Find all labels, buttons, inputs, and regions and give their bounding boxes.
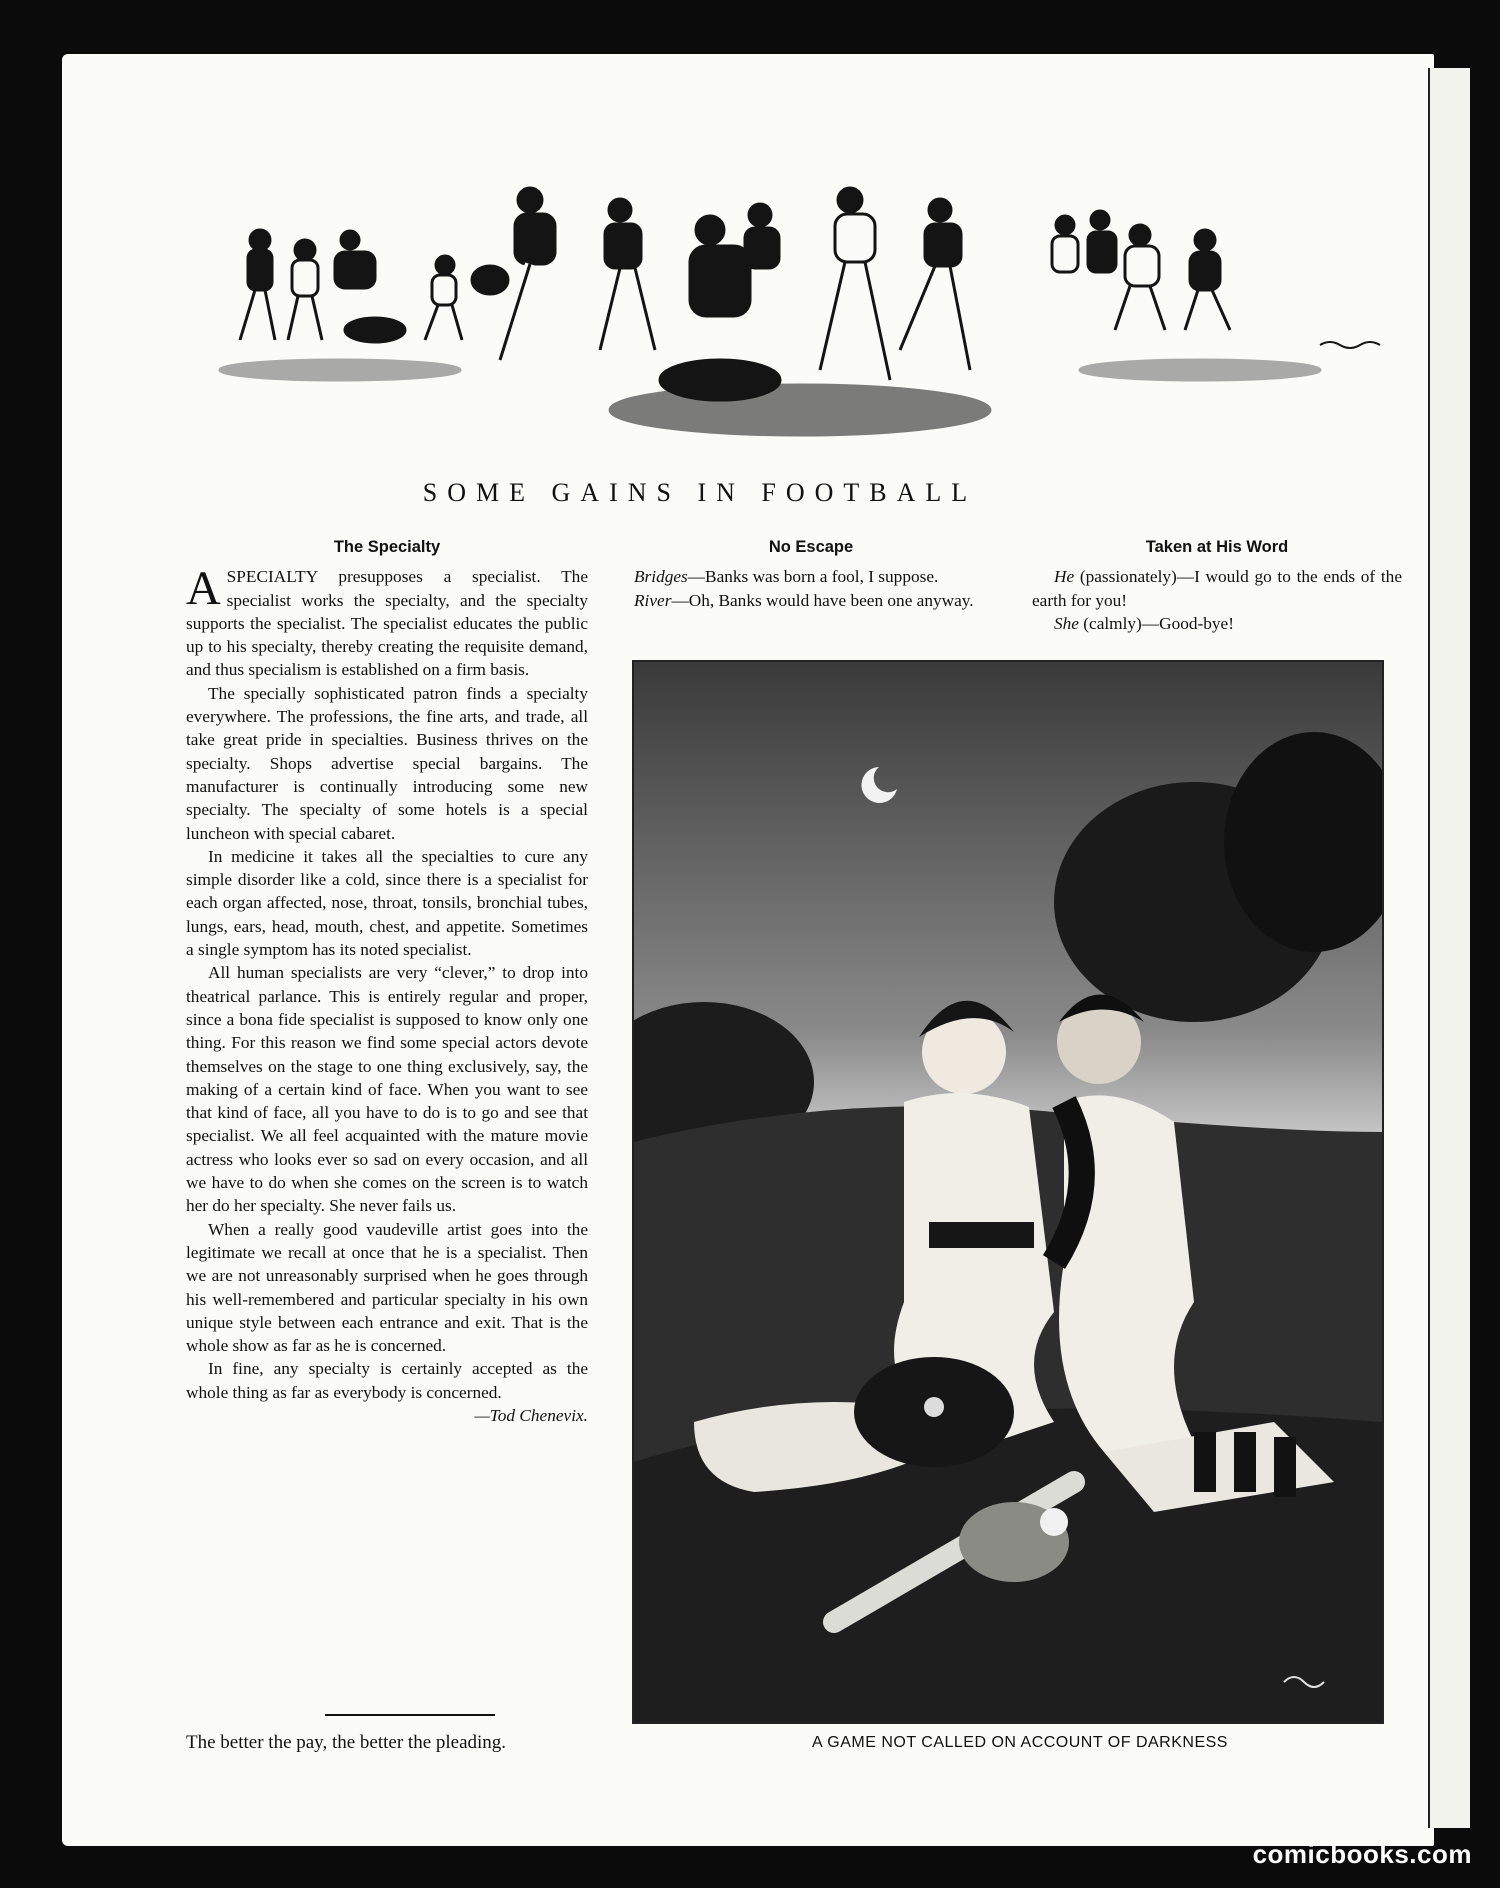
article-paragraph: In fine, any specialty is certainly accepted as the whole thing as far as everybody is concerned. [186, 1359, 588, 1402]
joke-no-escape [612, 536, 1010, 612]
speaker-name: Bridges [634, 567, 688, 587]
facing-page-edge [1428, 68, 1470, 1828]
author-signature: —Tod Chenevix. [474, 1405, 588, 1425]
article-paragraph: The specially sophisticated patron finds a specialty everywhere. The professions, the fine arts, and trade, all take great pride in specialties. Business thrives on the specialty. Shops advertise special bargains. The manufacturer is continually introducing some new specialty. The specialty of some hotels is a special luncheon with special cabaret. [186, 683, 588, 843]
football-players-illustration [200, 180, 1410, 470]
speaker-name: River [634, 590, 672, 610]
site-watermark: comicbooks.com [1252, 1839, 1472, 1869]
joke-line: River—Oh, Banks would have been one anyway. [634, 590, 974, 610]
speaker-name: He [1054, 567, 1075, 587]
article-the-specialty [186, 536, 588, 1427]
drop-cap: A [186, 562, 221, 616]
illustration-caption: A GAME NOT CALLED ON ACCOUNT OF DARKNESS [812, 1734, 1228, 1751]
page-headline: SOME GAINS IN FOOTBALL [422, 478, 978, 507]
couple-baseball-illustration [632, 660, 1384, 1724]
joke-line: She (calmly)—Good-bye! [1054, 613, 1234, 633]
article-paragraph: In medicine it takes all the specialties to cure any simple disorder like a cold, since there is a specialist for each organ affected, nose, throat, tonsils, bronchial tubes, lungs, ears, head, mouth, chest, and appetite. Sometimes a single symptom has its noted specialist. [186, 846, 588, 960]
section-divider [325, 1714, 495, 1716]
article-paragraph: ASPECIALTY presupposes a specialist. The specialist works the specialty, and the specialty supports the specialist. The specialist educates the public up to his specialty, thereby creating the requisite demand, and thus specialism is established on a firm basis. [186, 562, 588, 680]
joke-title: No Escape [768, 538, 854, 556]
article-paragraph: All human specialists are very “clever,” to drop into theatrical parlance. This is entirely regular and proper, since a bona fide specialist is supposed to know only one thing. For this reason we find some special actors devote themselves on the stage to one thing exclusively, say, the making of a certain kind of face. When you want to see that kind of face, all you have to do is to go and see that specialist. We all feel acquainted with the mature movie actress who looks ever so sad on every occasion, and all we have to do when she comes on the screen is to watch her do her specialty. She never fails us. [186, 963, 588, 1216]
article-title: The Specialty [333, 538, 441, 556]
joke-line: Bridges—Banks was born a fool, I suppose. [634, 567, 939, 587]
article-paragraph: When a really good vaudeville artist goes into the legitimate we recall at once that he is a specialist. Then we are not unreasonably surprised when he goes through his well-remembered and particular specialty in his own unique style between each entrance and exit. That is the whole show as far as he is concerned. [186, 1219, 588, 1356]
joke-taken-at-his-word [1032, 536, 1402, 635]
joke-title: Taken at His Word [1145, 538, 1289, 556]
bottom-quip: The better the pay, the better the pleading. [186, 1732, 507, 1753]
joke-line: He (passionately)—I would go to the ends of the earth for you! [1032, 567, 1402, 610]
speaker-name: She [1054, 613, 1079, 633]
